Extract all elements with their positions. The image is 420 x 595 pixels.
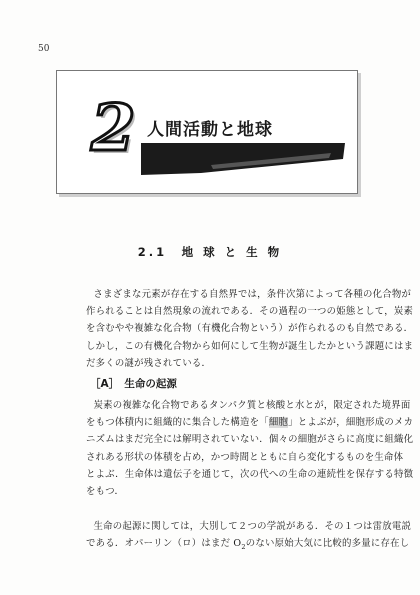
text-line: とよぶ．生命体は遺伝子を通じて，次の代への生命の連続性を保存する特徴 (86, 468, 414, 480)
oxygen-subscript: 2 (241, 543, 246, 552)
text-run: のない原始大気に比較的多量に存在し (245, 538, 410, 550)
text-line: をもつ． (86, 486, 125, 498)
text-line: さまざまな元素が存在する自然界では，条件次第によって各種の化合物が (93, 289, 412, 300)
highlighted-term: 細胞 (268, 417, 289, 429)
text-line: 生命の起源に関しては，大別して２つの学説がある．その１つは雷放電説 (93, 521, 412, 532)
chapter-number: 2 (91, 91, 136, 166)
chapter-heading-box (56, 70, 358, 194)
text-run: である．オパーリン（ロ）はまだ O (86, 538, 242, 550)
origin-paragraph (86, 397, 414, 500)
chapter-title: 人間活動と地球 (147, 120, 273, 140)
text-line: されある形状の体積を占め，かつ時間とともに自ら変化するものを生命体 (86, 451, 404, 463)
page-number: 50 (38, 44, 50, 54)
text-line: を含むやや複雑な化合物（有機化合物という）が作られるのも自然である． (86, 323, 414, 335)
text-line: ニズムはまだ完全には解明されていない．個々の細胞がさらに高度に組織化 (86, 434, 414, 446)
text-line: しかし，この有機化合物から如何にして生物が誕生したかという課題にはま (86, 340, 414, 352)
section-title: 2.1 地 球 と 生 物 (137, 245, 283, 259)
text-line: 炭素の複雑な化合物であるタンパク質と核酸と水とが，限定された境界面 (93, 400, 411, 411)
text-line: 作られることは自然現象の流れである．その過程の一つの姫態として，炭素 (86, 306, 414, 318)
title-swoosh-graphic (141, 141, 345, 177)
text-line-with-formula (86, 535, 410, 556)
intro-paragraph (86, 286, 414, 372)
text-line: をもつ体積内に組織的に集合した構造を「細胞」とよぶが，細胞形成のメカ (86, 417, 414, 429)
text-line: だ多くの謎が残されている． (86, 357, 212, 369)
subsection-title: ［A］ 生命の起源 (90, 378, 177, 390)
theory-paragraph (86, 518, 412, 556)
